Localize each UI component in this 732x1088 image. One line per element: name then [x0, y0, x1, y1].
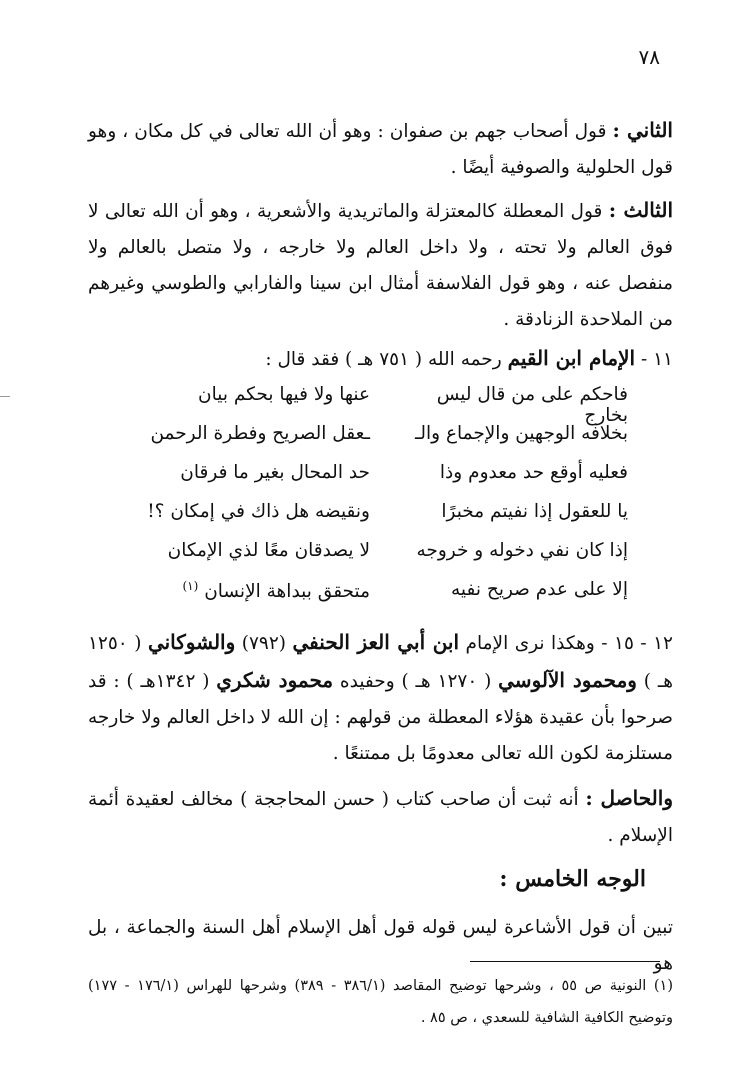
verse-second-hemistich	[130, 579, 370, 602]
paragraph-label: الثالث :	[608, 198, 673, 222]
paragraph-label: الثاني :	[612, 118, 673, 142]
verse-second-hemistich: ونقيضه هل ذاك في إمكان ؟!	[147, 501, 370, 522]
page-number: ٧٨	[638, 45, 660, 69]
verse-first-hemistich: إلا على عدم صريح نفيه	[450, 579, 628, 600]
poem-verse	[120, 501, 628, 540]
scholar-name: محمود شكري	[216, 668, 334, 692]
footnote-separator	[470, 961, 660, 962]
poem-verse	[120, 423, 628, 462]
paragraph-later-scholars	[88, 624, 673, 772]
poem-verse	[120, 462, 628, 501]
paragraph-text: قول أصحاب جهم بن صفوان : وهو أن الله تعالى في كل مكان ، وهو قول الحلولية والصوفية أيضًا .	[88, 121, 673, 178]
verse-first-hemistich: يا للعقول إذا نفيتم مخبرًا	[441, 501, 628, 522]
verse-second-hemistich: ـعقل الصريح وفطرة الرحمن	[150, 423, 370, 444]
page-edge-mark	[0, 396, 10, 397]
item-number: ١١ -	[635, 349, 673, 370]
poem-verse	[120, 579, 628, 618]
poem	[120, 384, 628, 618]
paragraph-second-view	[88, 112, 673, 186]
paragraph-text: أنه ثبت أن صاحب كتاب ( حسن المحاججة ) مخالف لعقيدة أئمة الإسلام .	[88, 789, 673, 846]
verse-second-hemistich: حد المحال بغير ما فرقان	[180, 462, 370, 483]
paragraph-conclusion	[88, 780, 673, 854]
verse-first-hemistich: بخلافه الوجهين والإجماع والـ	[414, 423, 628, 444]
poem-verse	[120, 540, 628, 579]
footnote-marker: (١)	[182, 579, 199, 593]
paragraph-text: قول المعطلة كالمعتزلة والماتريدية والأشعرية ، وهو أن الله تعالى لا فوق العالم ولا تحته ، ولا داخل العالم ولا خارجه ، ولا متصل بالعالم ولا منفصل عنه ، وهو قول الفلاسفة أمثال ابن سينا والفارابي والطوسي وغيرهم من الملاحدة الزنادقة .	[88, 201, 673, 330]
verse-first-hemistich: فعليه أوقع حد معدوم وذا	[439, 462, 628, 483]
paragraph-fifth-aspect: تبين أن قول الأشاعرة ليس قوله قول أهل الإسلام أهل السنة والجماعة ، بل هو	[88, 917, 673, 974]
verse-first-hemistich: إذا كان نفي دخوله و خروجه	[416, 540, 628, 561]
section-heading: الوجه الخامس :	[499, 866, 646, 892]
paragraph-text: ١٢ - ١٥ - وهكذا نرى الإمام	[459, 633, 673, 654]
paragraph-text: ( ١٣٤٢هـ ) : قد صرحوا بأن عقيدة هؤلاء المعطلة من قولهم : إن الله لا داخل العالم ولا خارجه مستلزمة لكون الله تعالى معدومًا بل ممتنعًا .	[88, 671, 673, 764]
paragraph-text: ( ١٢٥٠ هـ )	[88, 633, 673, 692]
verse-second-hemistich: لا يصدقان معًا لذي الإمكان	[167, 540, 370, 561]
paragraph-third-view	[88, 192, 673, 338]
verse-first-hemistich: فاحكم على من قال ليس بخارج	[436, 384, 628, 426]
paragraph-text: (٧٩٢)	[235, 633, 293, 654]
scholar-name: ومحمود الآلوسي	[498, 668, 637, 692]
poem-verse	[120, 384, 628, 426]
paragraph-label: والحاصل :	[585, 786, 673, 810]
verse-text: متحقق ببداهة الإنسان	[204, 581, 370, 603]
footnote: (١) النونية ص ٥٥ ، وشرحها توضيح المقاصد (٣٨٦/١ - ٣٨٩) وشرحها للهراس (١٧٦/١ - ١٧٧) وتوضيح الكافية الشافية للسعدي ، ص ٨٥ .	[88, 978, 674, 1026]
paragraph-text: رحمه الله ( ٧٥١ هـ ) فقد قال :	[265, 349, 508, 370]
scholar-name: والشوكاني	[147, 630, 236, 654]
verse-second-hemistich: عنها ولا فيها بحكم بيان	[198, 384, 370, 405]
scholar-name: الإمام ابن القيم	[507, 346, 636, 370]
paragraph-text: ( ١٢٧٠ هـ ) وحفيده	[333, 671, 499, 692]
scholar-name: ابن أبي العز الحنفي	[292, 630, 460, 654]
paragraph-ibn-alqayyim	[88, 340, 673, 378]
